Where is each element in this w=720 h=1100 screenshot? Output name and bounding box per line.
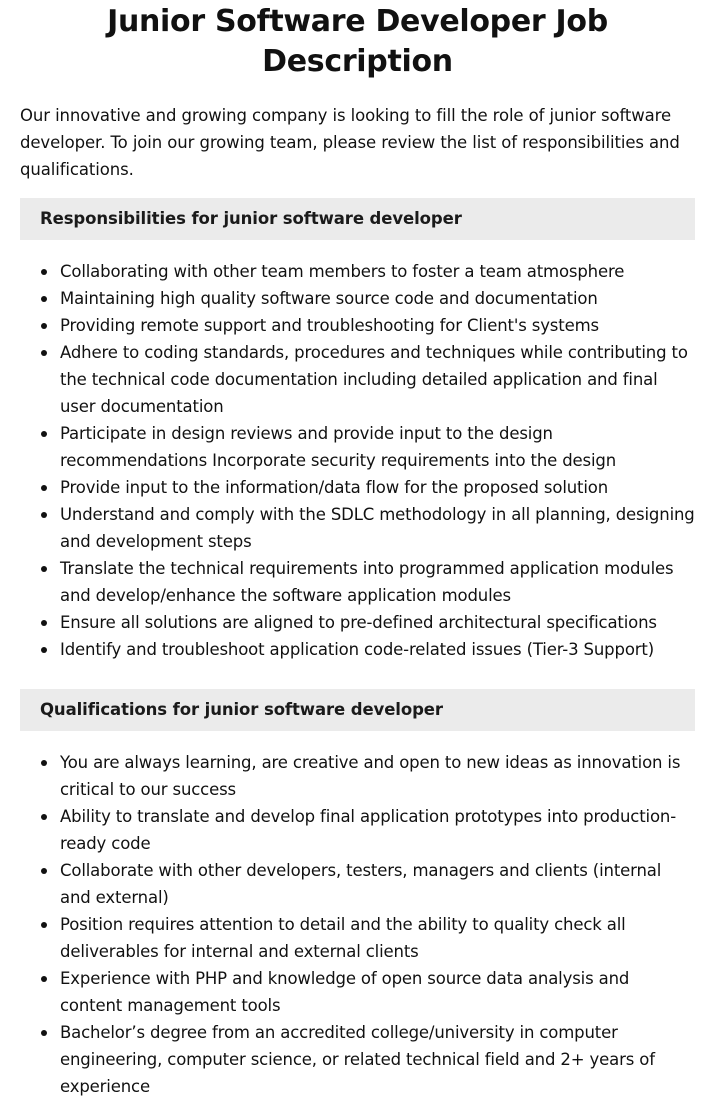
responsibility-item: Adhere to coding standards, procedures and techniques while contributing to the technical code documentation including detailed application and final user documentation: [60, 339, 695, 420]
bullet-icon: [41, 296, 47, 302]
responsibility-item: Participate in design reviews and provide input to the design recommendations Incorporate security requirements into the design: [60, 420, 695, 474]
qualification-item: Collaborate with other developers, testers, managers and clients (internal and external): [60, 857, 695, 911]
responsibility-item: Identify and troubleshoot application code-related issues (Tier-3 Support): [60, 636, 695, 663]
qualification-item: Position requires attention to detail and the ability to quality check all deliverables for internal and external clients: [60, 911, 695, 965]
bullet-icon: [41, 269, 47, 275]
qualifications-header: Qualifications for junior software developer: [20, 689, 695, 731]
bullet-icon: [41, 976, 47, 982]
responsibilities-list: [20, 258, 695, 663]
responsibility-item: Translate the technical requirements into programmed application modules and develop/enhance the software application modules: [60, 555, 695, 609]
bullet-icon: [41, 647, 47, 653]
page-title: Junior Software Developer Job Description: [107, 4, 608, 79]
bullet-icon: [41, 620, 47, 626]
qualifications-list: [20, 749, 695, 1100]
responsibility-item: Collaborating with other team members to foster a team atmosphere: [60, 258, 695, 285]
responsibility-item: Ensure all solutions are aligned to pre-defined architectural specifications: [60, 609, 695, 636]
responsibilities-header: Responsibilities for junior software developer: [20, 198, 695, 240]
qualification-item: Bachelor’s degree from an accredited college/university in computer engineering, computer science, or related technical field and 2+ years of experience: [60, 1019, 695, 1100]
bullet-icon: [41, 760, 47, 766]
responsibilities-section: [20, 198, 695, 663]
qualifications-section: [20, 689, 695, 1100]
bullet-icon: [41, 814, 47, 820]
qualification-item: Experience with PHP and knowledge of open source data analysis and content management tools: [60, 965, 695, 1019]
bullet-icon: [41, 1030, 47, 1036]
bullet-icon: [41, 922, 47, 928]
bullet-icon: [41, 868, 47, 874]
qualification-item: You are always learning, are creative and open to new ideas as innovation is critical to our success: [60, 749, 695, 803]
bullet-icon: [41, 512, 47, 518]
bullet-icon: [41, 323, 47, 329]
intro-paragraph: Our innovative and growing company is looking to fill the role of junior software developer. To join our growing team, please review the list of responsibilities and qualifications.: [20, 106, 680, 179]
bullet-icon: [41, 431, 47, 437]
bullet-icon: [41, 350, 47, 356]
responsibility-item: Maintaining high quality software source code and documentation: [60, 285, 695, 312]
responsibility-item: Providing remote support and troubleshooting for Client's systems: [60, 312, 695, 339]
bullet-icon: [41, 566, 47, 572]
responsibility-item: Understand and comply with the SDLC methodology in all planning, designing and development steps: [60, 501, 695, 555]
responsibility-item: Provide input to the information/data flow for the proposed solution: [60, 474, 695, 501]
bullet-icon: [41, 485, 47, 491]
qualification-item: Ability to translate and develop final application prototypes into production-ready code: [60, 803, 695, 857]
